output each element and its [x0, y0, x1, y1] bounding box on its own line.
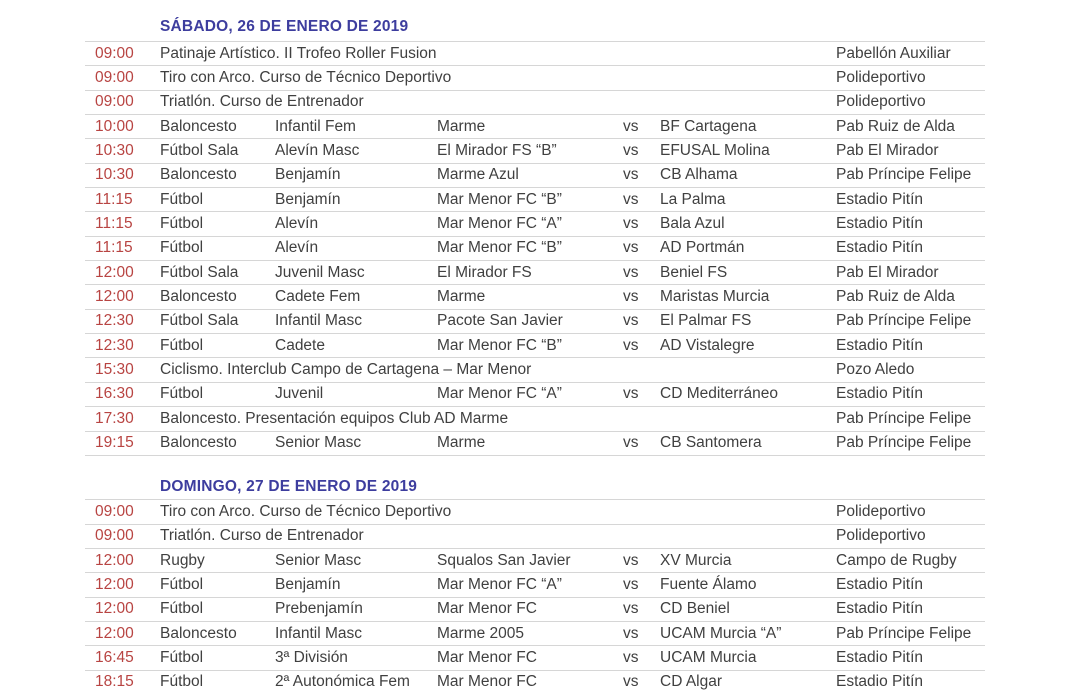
vs-label: vs: [623, 215, 639, 233]
category-cell: Alevín: [275, 215, 319, 233]
sport-cell: Baloncesto: [160, 434, 237, 452]
schedule-row: [85, 114, 985, 138]
time-cell: 19:15: [95, 434, 134, 452]
venue-cell: Pozo Aledo: [836, 361, 915, 379]
event-description-cell: Patinaje Artístico. II Trofeo Roller Fusion: [160, 44, 437, 62]
venue-cell: Estadio Pitín: [836, 600, 924, 618]
venue-cell: Estadio Pitín: [836, 215, 924, 233]
home-team-cell: Mar Menor FC “B”: [437, 239, 562, 257]
venue-cell: Pab Príncipe Felipe: [836, 166, 972, 184]
schedule-row: [85, 138, 985, 162]
sport-cell: Fútbol: [160, 673, 204, 691]
home-team-cell: Mar Menor FC: [437, 649, 537, 667]
event-description-cell: Tiro con Arco. Curso de Técnico Deportivo: [160, 69, 452, 87]
home-team-cell: Mar Menor FC: [437, 673, 537, 691]
time-cell: 10:30: [95, 166, 134, 184]
away-team-cell: AD Portmán: [660, 239, 745, 257]
time-cell: 12:30: [95, 336, 134, 354]
venue-cell: Estadio Pitín: [836, 649, 924, 667]
home-team-cell: Mar Menor FC: [437, 600, 537, 618]
venue-cell: Estadio Pitín: [836, 190, 924, 208]
venue-cell: Polideportivo: [836, 527, 926, 545]
schedule-row: [85, 163, 985, 187]
vs-label: vs: [623, 166, 639, 184]
venue-cell: Polideportivo: [836, 503, 926, 521]
schedule-row: [85, 260, 985, 284]
category-cell: 2ª Autonómica Fem: [275, 673, 410, 691]
vs-label: vs: [623, 576, 639, 594]
sport-cell: Fútbol: [160, 576, 204, 594]
sport-cell: Fútbol: [160, 239, 204, 257]
category-cell: Alevín: [275, 239, 319, 257]
away-team-cell: AD Vistalegre: [660, 336, 755, 354]
schedule-row: [85, 65, 985, 89]
sport-cell: Baloncesto: [160, 166, 237, 184]
home-team-cell: Marme: [437, 434, 486, 452]
venue-cell: Estadio Pitín: [836, 673, 924, 691]
time-cell: 12:00: [95, 263, 134, 281]
schedule-row: [85, 357, 985, 381]
schedule-row: [85, 90, 985, 114]
away-team-cell: Bala Azul: [660, 215, 725, 233]
time-cell: 11:15: [95, 215, 133, 233]
time-cell: 09:00: [95, 527, 134, 545]
time-cell: 12:00: [95, 576, 134, 594]
away-team-cell: Beniel FS: [660, 263, 728, 281]
category-cell: Infantil Masc: [275, 312, 363, 330]
schedule-row: [85, 431, 985, 455]
vs-label: vs: [623, 649, 639, 667]
time-cell: 11:15: [95, 190, 133, 208]
away-team-cell: UCAM Murcia: [660, 649, 757, 667]
schedule-row: [85, 572, 985, 596]
sport-cell: Baloncesto: [160, 117, 237, 135]
category-cell: Cadete Fem: [275, 288, 361, 306]
sport-cell: Rugby: [160, 551, 205, 569]
time-cell: 17:30: [95, 409, 134, 427]
vs-label: vs: [623, 624, 639, 642]
time-cell: 10:30: [95, 142, 134, 160]
schedule-row: [85, 284, 985, 308]
sport-cell: Fútbol: [160, 336, 204, 354]
sport-cell: Fútbol: [160, 215, 204, 233]
away-team-cell: CD Algar: [660, 673, 723, 691]
event-description-cell: Ciclismo. Interclub Campo de Cartagena – Mar Menor: [160, 361, 532, 379]
category-cell: Benjamín: [275, 166, 341, 184]
home-team-cell: Mar Menor FC “B”: [437, 336, 562, 354]
section-date-title: DOMINGO, 27 DE ENERO DE 2019: [160, 477, 418, 495]
category-cell: Alevín Masc: [275, 142, 360, 160]
time-cell: 16:45: [95, 649, 134, 667]
schedule-row: [85, 41, 985, 65]
venue-cell: Pab Príncipe Felipe: [836, 312, 972, 330]
venue-cell: Pab Príncipe Felipe: [836, 409, 972, 427]
venue-cell: Campo de Rugby: [836, 551, 957, 569]
sport-cell: Fútbol: [160, 649, 204, 667]
venue-cell: Polideportivo: [836, 93, 926, 111]
away-team-cell: CD Beniel: [660, 600, 730, 618]
venue-cell: Pab Príncipe Felipe: [836, 434, 972, 452]
time-cell: 12:00: [95, 551, 134, 569]
category-cell: Juvenil Masc: [275, 263, 365, 281]
vs-label: vs: [623, 336, 639, 354]
schedule-row: [85, 670, 985, 694]
schedule-row: [85, 187, 985, 211]
venue-cell: Polideportivo: [836, 69, 926, 87]
sport-cell: Fútbol Sala: [160, 263, 239, 281]
vs-label: vs: [623, 434, 639, 452]
home-team-cell: El Mirador FS “B”: [437, 142, 557, 160]
away-team-cell: BF Cartagena: [660, 117, 757, 135]
category-cell: Senior Masc: [275, 434, 362, 452]
home-team-cell: Pacote San Javier: [437, 312, 563, 330]
time-cell: 09:00: [95, 69, 134, 87]
sport-cell: Fútbol: [160, 600, 204, 618]
schedule-row: [85, 309, 985, 333]
category-cell: 3ª División: [275, 649, 348, 667]
venue-cell: Pab Príncipe Felipe: [836, 624, 972, 642]
venue-cell: Pab El Mirador: [836, 263, 939, 281]
schedule-row: [85, 236, 985, 260]
time-cell: 12:00: [95, 624, 134, 642]
schedule-row: [85, 524, 985, 548]
sport-cell: Fútbol Sala: [160, 142, 239, 160]
home-team-cell: Mar Menor FC “B”: [437, 190, 562, 208]
away-team-cell: CB Alhama: [660, 166, 738, 184]
away-team-cell: UCAM Murcia “A”: [660, 624, 782, 642]
venue-cell: Estadio Pitín: [836, 336, 924, 354]
category-cell: Benjamín: [275, 190, 341, 208]
vs-label: vs: [623, 263, 639, 281]
home-team-cell: Mar Menor FC “A”: [437, 576, 562, 594]
category-cell: Prebenjamín: [275, 600, 363, 618]
time-cell: 12:00: [95, 288, 134, 306]
schedule-row: [85, 382, 985, 406]
schedule-row: [85, 621, 985, 645]
venue-cell: Estadio Pitín: [836, 385, 924, 403]
home-team-cell: Marme: [437, 117, 486, 135]
section-saturday: [85, 0, 985, 456]
vs-label: vs: [623, 600, 639, 618]
sport-cell: Fútbol: [160, 190, 204, 208]
venue-cell: Pab Ruiz de Alda: [836, 117, 955, 135]
time-cell: 09:00: [95, 93, 134, 111]
vs-label: vs: [623, 385, 639, 403]
sport-cell: Fútbol: [160, 385, 204, 403]
schedule-row: [85, 333, 985, 357]
home-team-cell: Marme Azul: [437, 166, 519, 184]
section-sunday: [85, 456, 985, 694]
away-team-cell: Fuente Álamo: [660, 576, 757, 594]
sport-cell: Fútbol Sala: [160, 312, 239, 330]
time-cell: 12:00: [95, 600, 134, 618]
category-cell: Infantil Masc: [275, 624, 363, 642]
time-cell: 18:15: [95, 673, 134, 691]
schedule-row: [85, 548, 985, 572]
schedule-row: [85, 211, 985, 235]
vs-label: vs: [623, 551, 639, 569]
vs-label: vs: [623, 142, 639, 160]
venue-cell: Estadio Pitín: [836, 239, 924, 257]
time-cell: 12:30: [95, 312, 134, 330]
event-description-cell: Triatlón. Curso de Entrenador: [160, 93, 364, 111]
away-team-cell: La Palma: [660, 190, 726, 208]
vs-label: vs: [623, 117, 639, 135]
venue-cell: Pab El Mirador: [836, 142, 939, 160]
vs-label: vs: [623, 239, 639, 257]
category-cell: Benjamín: [275, 576, 341, 594]
time-cell: 16:30: [95, 385, 134, 403]
vs-label: vs: [623, 312, 639, 330]
schedule: [85, 0, 985, 694]
category-cell: Cadete: [275, 336, 325, 354]
time-cell: 11:15: [95, 239, 133, 257]
schedule-row: [85, 406, 985, 430]
away-team-cell: CB Santomera: [660, 434, 762, 452]
home-team-cell: Mar Menor FC “A”: [437, 215, 562, 233]
vs-label: vs: [623, 190, 639, 208]
away-team-cell: El Palmar FS: [660, 312, 752, 330]
event-description-cell: Baloncesto. Presentación equipos Club AD Marme: [160, 409, 509, 427]
home-team-cell: Marme: [437, 288, 486, 306]
category-cell: Juvenil: [275, 385, 324, 403]
event-description-cell: Triatlón. Curso de Entrenador: [160, 527, 364, 545]
schedule-row: [85, 597, 985, 621]
sport-cell: Baloncesto: [160, 288, 237, 306]
category-cell: Senior Masc: [275, 551, 362, 569]
section-rows: [85, 499, 985, 694]
time-cell: 10:00: [95, 117, 134, 135]
home-team-cell: Marme 2005: [437, 624, 525, 642]
event-description-cell: Tiro con Arco. Curso de Técnico Deportivo: [160, 503, 452, 521]
category-cell: Infantil Fem: [275, 117, 356, 135]
home-team-cell: Mar Menor FC “A”: [437, 385, 562, 403]
section-date-title: SÁBADO, 26 DE ENERO DE 2019: [160, 18, 409, 35]
away-team-cell: CD Mediterráneo: [660, 385, 779, 403]
away-team-cell: EFUSAL Molina: [660, 142, 770, 160]
sport-cell: Baloncesto: [160, 624, 237, 642]
venue-cell: Estadio Pitín: [836, 576, 924, 594]
home-team-cell: Squalos San Javier: [437, 551, 571, 569]
schedule-row: [85, 499, 985, 523]
vs-label: vs: [623, 288, 639, 306]
time-cell: 09:00: [95, 44, 134, 62]
home-team-cell: El Mirador FS: [437, 263, 532, 281]
time-cell: 15:30: [95, 361, 134, 379]
vs-label: vs: [623, 673, 639, 691]
venue-cell: Pabellón Auxiliar: [836, 44, 951, 62]
away-team-cell: Maristas Murcia: [660, 288, 770, 306]
away-team-cell: XV Murcia: [660, 551, 732, 569]
schedule-row: [85, 645, 985, 669]
venue-cell: Pab Ruiz de Alda: [836, 288, 955, 306]
section-rows: [85, 41, 985, 456]
time-cell: 09:00: [95, 503, 134, 521]
